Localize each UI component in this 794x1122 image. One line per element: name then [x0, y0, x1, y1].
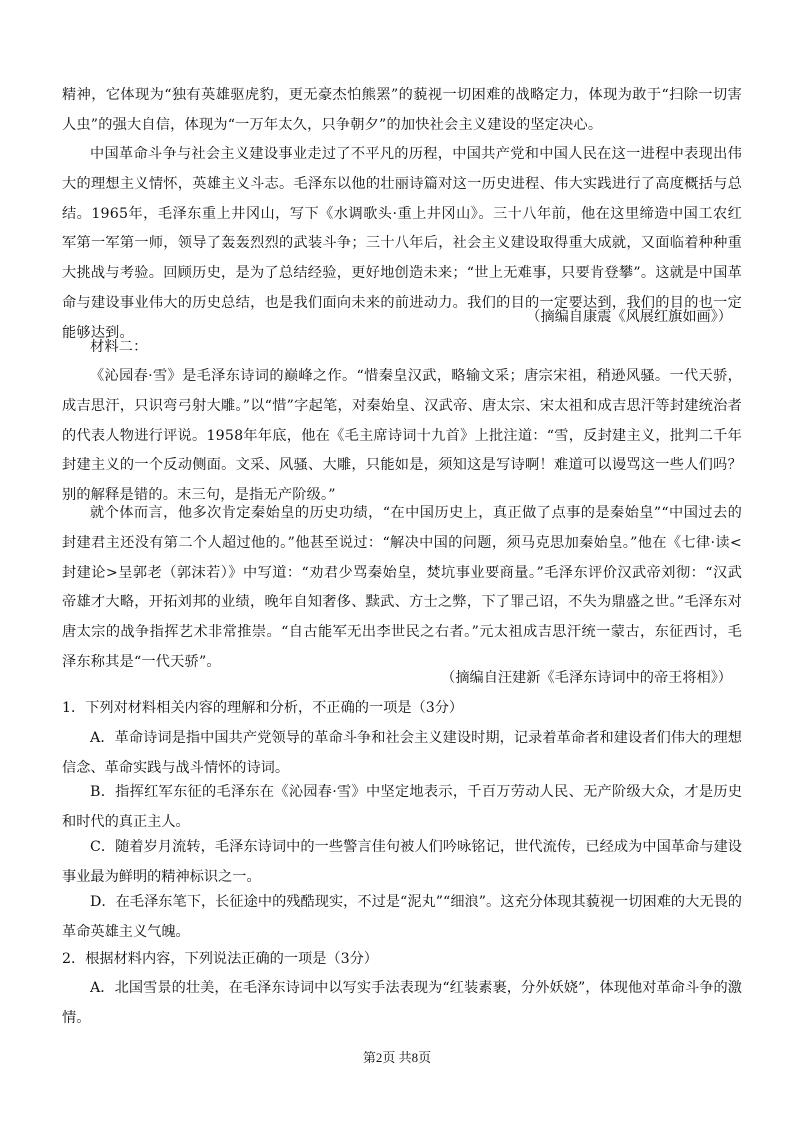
material1-history-paragraph: 中国革命斗争与社会主义建设事业走过了不平凡的历程，中国共产党和中国人民在这一进程中表现出伟大的理想主义情怀，英雄主义斗志。毛泽东以他的壮丽诗篇对这一历史进程、伟大实践进行了高度概括与总结。1965年，毛泽东重上井冈山，写下《水调歌头·重上井冈山》。三十八年前，他在这里缔造中国工农红军第一军第一师，领导了轰轰烈烈的武装斗争；三十八年后，社会主义建设取得重大成就，又面临着种种重大挑战与考验。回顾历史，是为了总结经验，更好地创造未来；“世上无难事，只要肯登攀”。这就是中国革命与建设事业伟大的历史总结，也是我们面向未来的前进动力。我们的目的一定要达到，我们的目的也一定能够达到。: [62, 146, 742, 341]
material2-heading: 材料二：: [90, 339, 148, 355]
question-1-stem: 1．下列对材料相关内容的理解和分析，不正确的一项是（3分）: [62, 700, 464, 716]
question-2-stem: 2．根据材料内容，下列说法正确的一项是（3分）: [62, 951, 378, 967]
material1-source: （摘编自康震《风展红旗如画》）: [526, 309, 732, 325]
material2-individual-paragraph: 就个体而言，他多次肯定秦始皇的历史功绩，“在中国历史上，真正做了点事的是秦始皇”“中国过去的封建君主还没有第二个人超过他的。”他甚至说过：“解决中国的问题，须马克思加秦始皇。”他在《七律·读<封建论>呈郭老（郭沫若）》中写道：“劝君少骂秦始皇，焚坑事业要商量。”毛泽东评价汉武帝刘彻：“汉武帝雄才大略，开拓刘邦的业绩，晚年自知奢侈、黩武、方士之弊，下了罪己诏，不失为鼎盛之世。”毛泽东对唐太宗的战争指挥艺术非常推崇。“自古能军无出李世民之右者。”元太祖成吉思汗统一蒙古，东征西讨，毛泽东称其是“一代天骄”。: [62, 505, 742, 670]
question-1-option-b: B．指挥红军东征的毛泽东在《沁园春·雪》中坚定地表示，千百万劳动人民、无产阶级大众，才是历史和时代的真正主人。: [62, 784, 742, 830]
material1-continuation-paragraph: 精神，它体现为“独有英雄驱虎豹，更无豪杰怕熊罴”的藐视一切困难的战略定力，体现为敢于“扫除一切害人虫”的强大自信，体现为“一万年太久，只争朝夕”的加快社会主义建设的坚定决心。: [62, 87, 742, 133]
material2-qinyuan-paragraph: 《沁园春·雪》是毛泽东诗词的巅峰之作。“惜秦皇汉武，略输文采；唐宗宋祖，稍逊风骚。一代天骄，成吉思汗，只识弯弓射大雕。”以“惜”字起笔，对秦始皇、汉武帝、唐太宗、宋太祖和成吉思汗等封建统治者的代表人物进行评说。1958年年底，他在《毛主席诗词十九首》上批注道：“雪，反封建主义，批判二千年封建主义的一个反动侧面。文采、风骚、大雕，只能如是，须知这是写诗啊！难道可以谩骂这一些人们吗？别的解释是错的。末三句，是指无产阶级。”: [62, 368, 742, 504]
material2-source: （摘编自汪建新《毛泽东诗词中的帝王将相》）: [441, 670, 732, 686]
question-2-option-a: A．北国雪景的壮美，在毛泽东诗词中以写实手法表现为“红装素裹，分外妖娆”，体现他对革命斗争的激情。: [62, 980, 742, 1026]
question-1-option-a: A．革命诗词是指中国共产党领导的革命斗争和社会主义建设时期，记录着革命者和建设者们伟大的理想信念、革命实践与战斗情怀的诗词。: [62, 730, 742, 776]
question-1-option-d: D．在毛泽东笔下，长征途中的残酷现实，不过是“泥丸”“细浪”。这充分体现其藐视一切困难的大无畏的革命英雄主义气魄。: [62, 894, 742, 940]
page-number: 第2页 共8页: [362, 1050, 432, 1065]
question-1-option-c: C．随着岁月流转，毛泽东诗词中的一些警言佳句被人们吟咏铭记，世代流传，已经成为中国革命与建设事业最为鲜明的精神标识之一。: [62, 839, 742, 885]
